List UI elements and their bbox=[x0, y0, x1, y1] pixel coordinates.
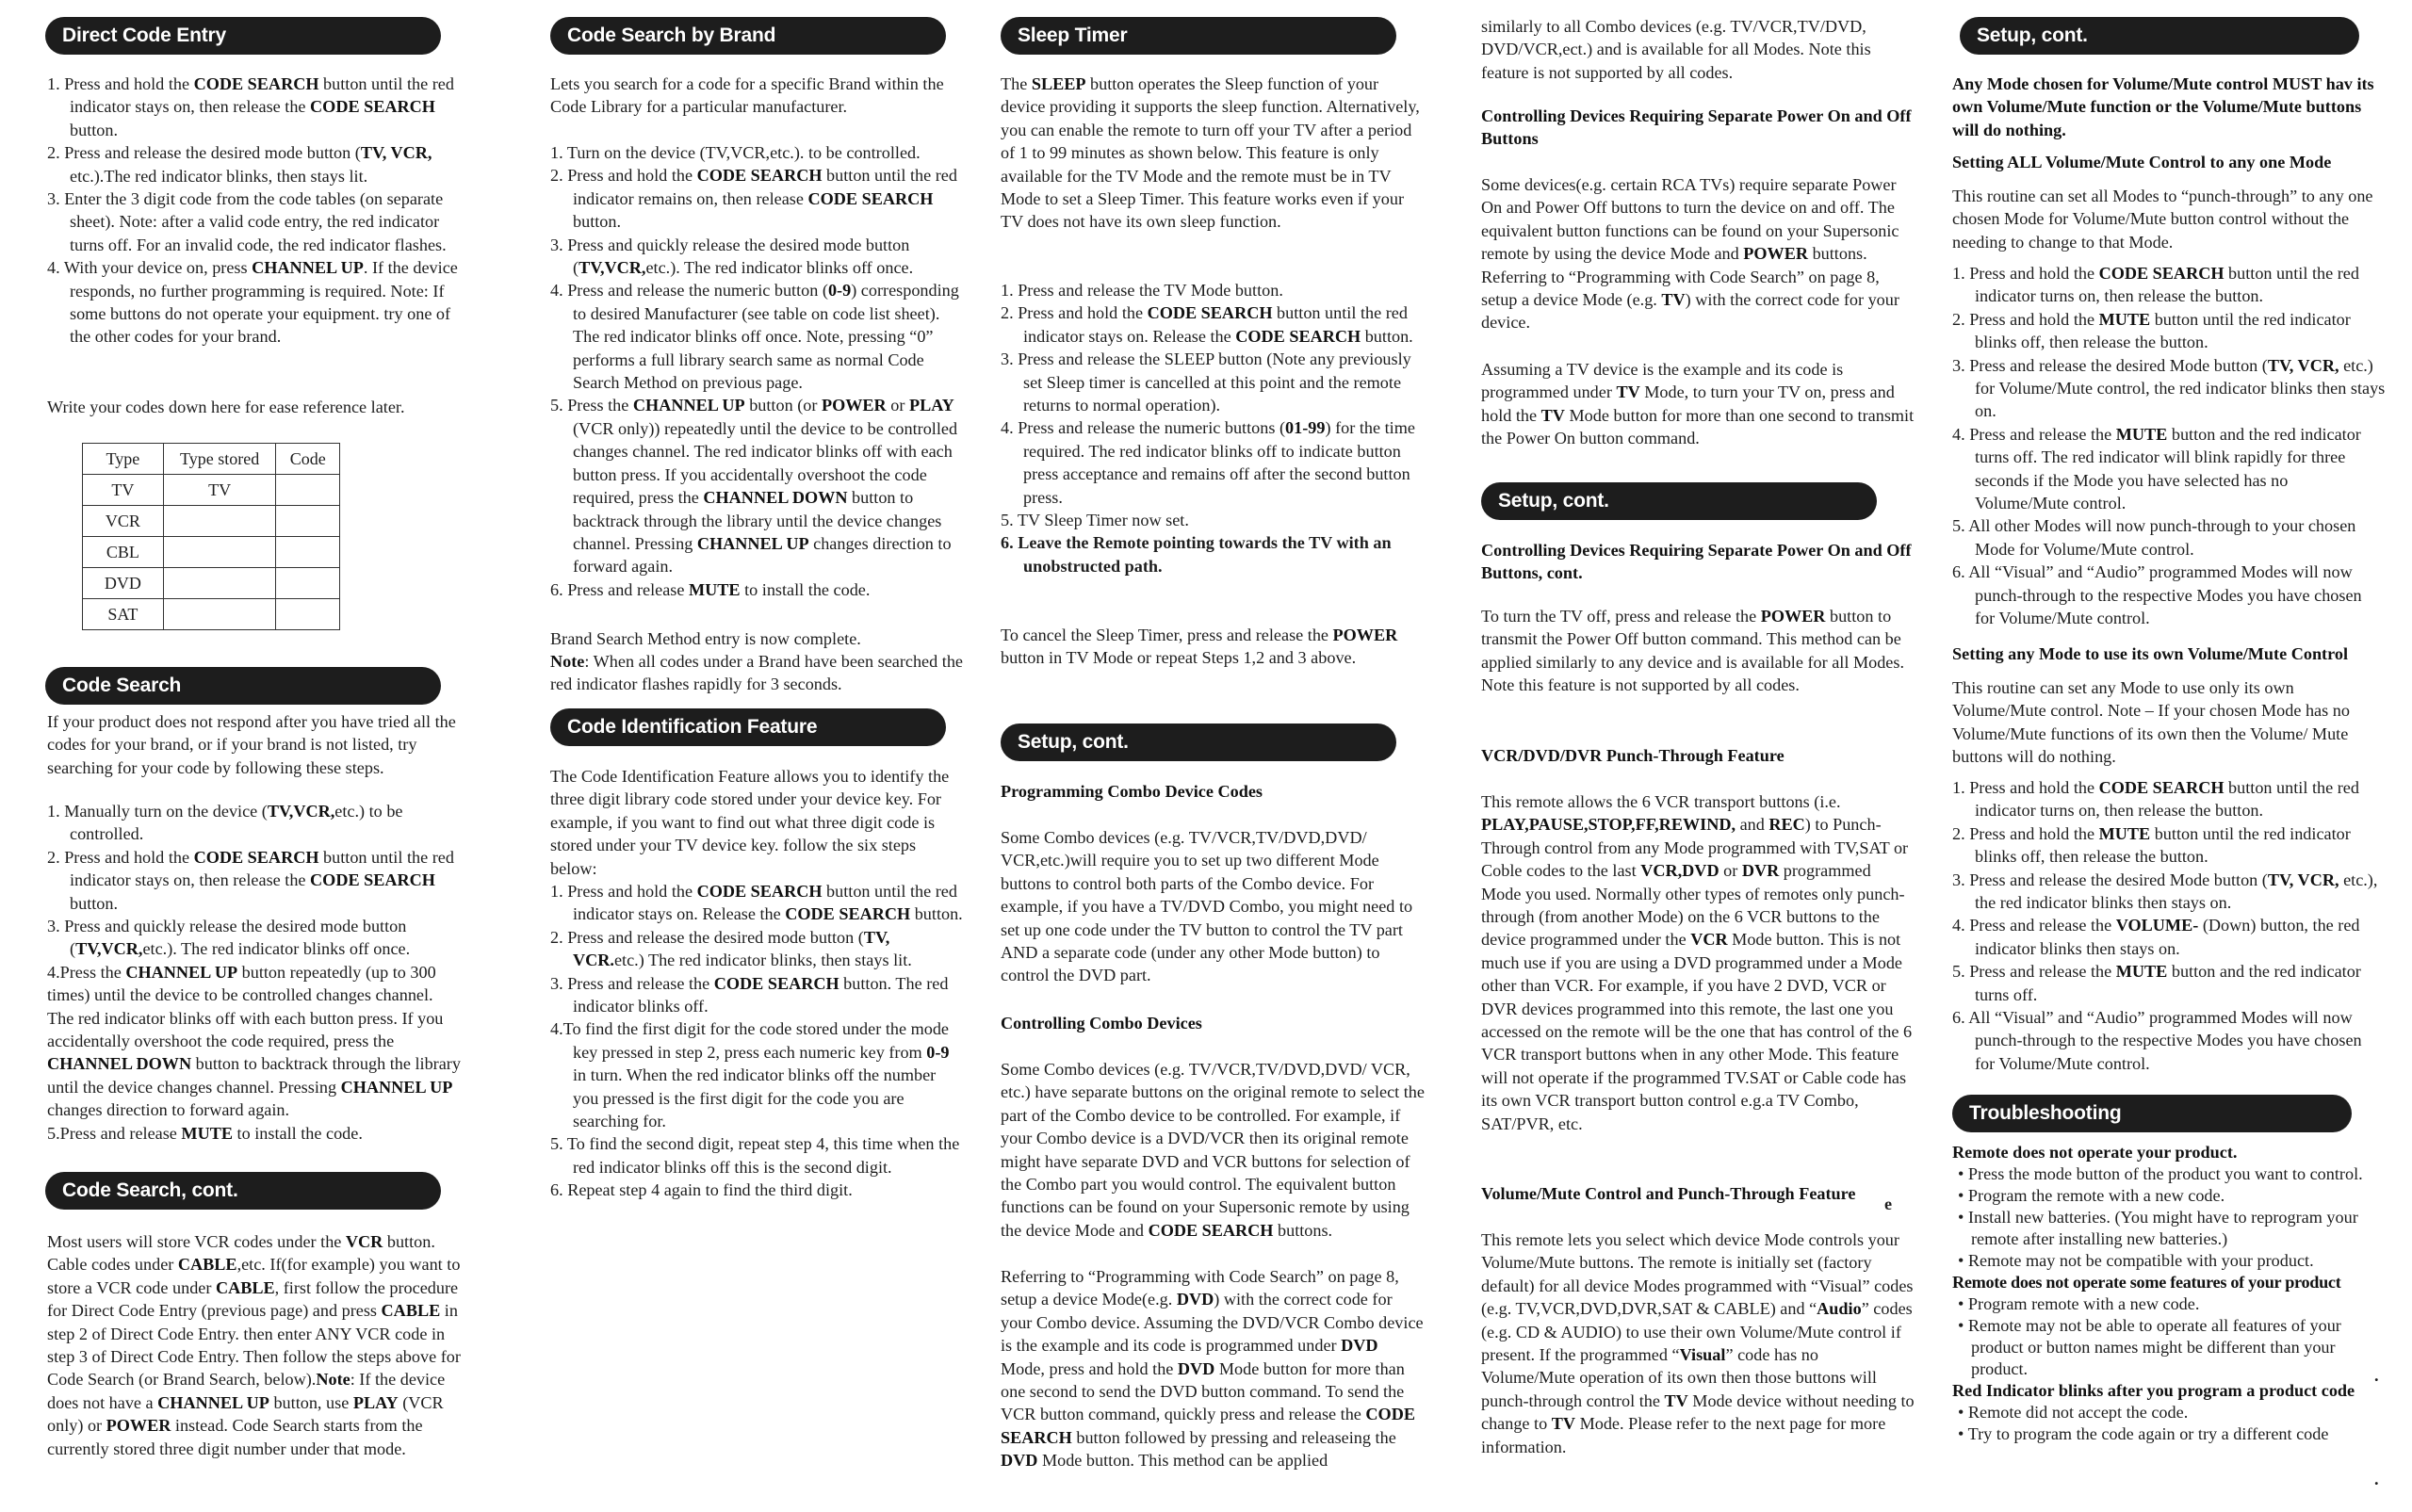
list-item: 5. TV Sleep Timer now set. bbox=[1001, 511, 1189, 530]
setting-all-text: This routine can set all Modes to “punch-through” to any one chosen Mode for Volume/Mute button control without the needing to change to that Mode. bbox=[1952, 187, 2373, 252]
separate-power-text: Some devices(e.g. certain RCA TVs) require separate Power On and Power Off buttons to turn the device on and off. The equivalent button functions can be found on your Supersonic remote by using the device Mode and POWER buttons. Referring to “Programming with Code Search” on page 8, setup a device Mode (e.g. TV) with the correct code for your device. bbox=[1481, 175, 1899, 333]
setup-cont-header-3: Setup, cont. bbox=[1960, 17, 2359, 55]
list-item: 3. Enter the 3 digit code from the code tables (on separate sheet). Note: after a valid code entry, the red indicator turns off. For an invalid code, the red indicator flashes. bbox=[47, 189, 447, 254]
troubleshooting-header: Troubleshooting bbox=[1952, 1095, 2352, 1132]
trouble-heading-1: Remote does not operate your product. bbox=[1952, 1143, 2238, 1162]
code-search-header: Code Search bbox=[45, 667, 441, 705]
list-item: 1. Press and hold the CODE SEARCH button until the red indicator turns on, then release the button. bbox=[1952, 264, 2359, 306]
direct-code-entry-steps bbox=[47, 73, 462, 349]
list-item: 5. To find the second digit, repeat step 4, this time when the red indicator blinks off this is the second digit. bbox=[550, 1134, 960, 1177]
list-item: 5. All other Modes will now punch-through to your chosen Mode for Volume/Mute control. bbox=[1952, 516, 2356, 559]
direct-code-entry-header: Direct Code Entry bbox=[45, 17, 441, 55]
trouble-heading-3: Red Indicator blinks after you program a product code bbox=[1952, 1381, 2355, 1400]
combo-codes-text: Some Combo devices (e.g. TV/VCR,TV/DVD,DVD/ VCR,etc.)will require you to set up two different Mode buttons to control both parts of the Combo device. For example, if you have a TV/DVD Combo, you might need to set up one code under the TV button to control the TV part AND a separate code (under any other Mode button) to control the DVD part. bbox=[1001, 828, 1413, 985]
list-item: 4. Press and release the numeric button (0-9) corresponding to desired Manufacturer (see table on code list sheet). The red indicator blinks off once. Note, pressing “0” performs a full library search same as normal Code Search Method on previous page. bbox=[550, 281, 959, 393]
list-item: 6. All “Visual” and “Audio” programmed Modes will now punch-through to the respective Modes you have chosen for Volume/Mute control. bbox=[1952, 562, 2362, 628]
stray-dot: . bbox=[2374, 1366, 2379, 1385]
punch-through-text: This remote allows the 6 VCR transport buttons (i.e. PLAY,PAUSE,STOP,FF,REWIND, and REC) to Punch-Through control from any Mode programmed with TV,SAT or Coble codes to the last VCR,DVD or DVR programmed Mode you used. Normally other types of remotes only punch-through (from another Mode) on the 6 VCR buttons to the device programmed under the VCR Mode button. This is not much use if you are using a DVD programmed under a Mode other than VCR. For example, if you have 2 DVD, VCR or DVR devices programmed into this remote, the last one you accessed on the remote will be the one that has control of the 6 VCR transport buttons when in any other Mode. This feature will not operate if the programmed TV.SAT or Cable code has its own VCR transport button control e.g.a TV Combo, SAT/PVR, etc. bbox=[1481, 792, 1913, 1133]
brand-search-complete: Brand Search Method entry is now complete. bbox=[550, 629, 861, 648]
setup-cont-header: Setup, cont. bbox=[1001, 723, 1396, 761]
combo-cont-text: similarly to all Combo devices (e.g. TV/VCR,TV/DVD, DVD/VCR,ect.) and is available for all Modes. Note this feature is not supported by all codes. bbox=[1481, 17, 1871, 82]
separate-power-heading: Controlling Devices Requiring Separate Power On and Off Buttons bbox=[1481, 106, 1912, 149]
list-item: 1. Press and hold the CODE SEARCH button until the red indicator turns on, then release the button. bbox=[1952, 778, 2359, 821]
list-item: • Press the mode button of the product you want to control. bbox=[1958, 1164, 2363, 1183]
stray-mark: e bbox=[1884, 1195, 1893, 1213]
sleep-intro: The SLEEP button operates the Sleep function of your device providing it supports the sleep function. Alternatively, you can enable the remote to turn off your TV after a period of 1 to 99 minutes as shown below. This feature is only available for the TV Mode and the remote must be in TV Mode to set a Sleep Timer. This feature works even if your TV does not have its own sleep function. bbox=[1001, 74, 1420, 232]
write-codes-note: Write your codes down here for ease reference later. bbox=[47, 398, 405, 416]
punch-through-heading: VCR/DVD/DVR Punch-Through Feature bbox=[1481, 746, 1785, 765]
setting-own-text: This routine can set any Mode to use only its own Volume/Mute control. Note – If your chosen Mode has no Volume/Mute functions of its own then the Volume/ Mute buttons will do nothing. bbox=[1952, 678, 2350, 767]
combo-referring-text: Referring to “Programming with Code Search” on page 8, setup a device Mode(e.g. DVD) with the correct code for your Combo device. Assuming the DVD/VCR Combo device is the example and its code is programmed under DVD Mode, press and hold the DVD Mode button for more than one second to send the DVD button command. To send the VCR button command, quickly press and release the CODE SEARCH button followed by pressing and releaseing the DVD Mode button. This method can be applied bbox=[1001, 1267, 1424, 1471]
tv-power-on-text: Assuming a TV device is the example and its code is programmed under TV Mode, to turn your TV on, press and hold the TV Mode button for more than one second to transmit the Power On button command. bbox=[1481, 360, 1915, 448]
list-item: 2. Press and hold the CODE SEARCH button until the red indicator stays on. Release the CODE SEARCH button. bbox=[1001, 303, 1413, 346]
list-item: 1. Press and release the TV Mode button. bbox=[1001, 281, 1283, 300]
list-item: • Remote may not be compatible with your product. bbox=[1958, 1251, 2314, 1270]
list-item: 5. Press and release the MUTE button and the red indicator turns off. bbox=[1952, 962, 2361, 1004]
list-item: 2. Press and hold the MUTE button until the red indicator blinks off, then release the button. bbox=[1952, 309, 2351, 352]
setup-cont-header-2: Setup, cont. bbox=[1481, 482, 1877, 520]
controlling-combo-text: Some Combo devices (e.g. TV/VCR,TV/DVD,DVD/ VCR, etc.) have separate buttons on the original remote to select the part of the Combo device to be controlled. For example, if your Combo device is a DVD/VCR then its original remote might have separate DVD and VCR buttons for selection of the Combo part you would control. The equivalent button functions can be found on your Supersonic remote by using the device Mode and CODE SEARCH buttons. bbox=[1001, 1060, 1425, 1240]
code-identification-header: Code Identification Feature bbox=[550, 708, 946, 746]
list-item: 1. Manually turn on the device (TV,VCR,etc.) to be controlled. bbox=[47, 802, 403, 844]
code-table bbox=[82, 443, 340, 630]
brand-search-intro: Lets you search for a code for a specific Brand within the Code Library for a particular manufacturer. bbox=[550, 74, 944, 117]
setting-own-steps bbox=[1952, 776, 2386, 1075]
setting-all-steps bbox=[1952, 262, 2386, 630]
table-row: TV TV bbox=[83, 475, 340, 506]
code-search-by-brand-header: Code Search by Brand bbox=[550, 17, 946, 55]
list-item: 1. Turn on the device (TV,VCR,etc.). to be controlled. bbox=[550, 143, 921, 162]
table-row: VCR bbox=[83, 506, 340, 537]
code-search-steps bbox=[47, 800, 462, 1145]
list-item: 1. Press and hold the CODE SEARCH button until the red indicator stays on, then release the CODE SEARCH button. bbox=[47, 74, 454, 139]
list-item: 4.To find the first digit for the code stored under the mode key pressed in step 2, press each numeric key from 0-9 in turn. When the red indicator blinks off the number you pressed is the first digit for the code you are searching for. bbox=[550, 1019, 950, 1131]
list-item: • Program the remote with a new code. bbox=[1958, 1186, 2225, 1205]
list-item: • Remote may not be able to operate all features of your product or button names might be different than your product. bbox=[1958, 1316, 2341, 1378]
tv-power-off-text: To turn the TV off, press and release the POWER button to transmit the Power Off button command. This method can be applied similarly to any device and is available for all Modes. Note this feature is not supported by all codes. bbox=[1481, 607, 1904, 695]
list-item: 5.Press and release MUTE to install the code. bbox=[47, 1123, 363, 1143]
trouble-heading-2: Remote does not operate some features of your product bbox=[1952, 1273, 2341, 1292]
list-item: 5. Press the CHANNEL UP button (or POWER or PLAY (VCR only)) repeatedly until the device to be controlled changes channel. The red indicator blinks off with each button press. If you accidentally overshoot the code required, press the CHANNEL DOWN button to backtrack through the library until the device changes channel. Pressing CHANNEL UP changes direction to forward again. bbox=[550, 396, 958, 577]
list-item: 3. Press and quickly release the desired mode button (TV,VCR,etc.). The red indicator blinks off once. bbox=[47, 917, 411, 959]
table-row: SAT bbox=[83, 599, 340, 630]
volume-mute-heading: Volume/Mute Control and Punch-Through Feature bbox=[1481, 1184, 1856, 1203]
list-item: • Try to program the code again or try a different code bbox=[1958, 1424, 2329, 1443]
list-item: 4. Press and release the MUTE button and the red indicator turns off. The red indicator will blink rapidly for three seconds if the Mode you have selected has no Volume/Mute control. bbox=[1952, 424, 2361, 513]
table-header-row: Type Type stored Code bbox=[83, 444, 340, 475]
list-item: 2. Press and hold the MUTE button until the red indicator blinks off, then release the button. bbox=[1952, 823, 2351, 867]
list-item: 4. Press and release the VOLUME- (Down) button, the red indicator blinks then stays on. bbox=[1952, 916, 2360, 958]
sleep-cancel: To cancel the Sleep Timer, press and release the POWER button in TV Mode or repeat Steps 1,2 and 3 above. bbox=[1001, 626, 1398, 668]
stray-dot: . bbox=[2374, 1470, 2379, 1488]
list-item: • Program remote with a new code. bbox=[1958, 1294, 2200, 1313]
list-item: 6. Repeat step 4 again to find the third digit. bbox=[550, 1180, 853, 1200]
list-item: 4.Press the CHANNEL UP button repeatedly (up to 300 times) until the device to be controlled changes channel. The red indicator blinks off with each button press. If you accidentally overshoot the code required, press the CHANNEL DOWN button to backtrack through the library until the device changes channel. Pressing CHANNEL UP changes direction to forward again. bbox=[47, 962, 461, 1120]
sleep-steps bbox=[1001, 279, 1425, 577]
separate-power-cont-heading: Controlling Devices Requiring Separate Power On and Off Buttons, cont. bbox=[1481, 541, 1912, 583]
list-item: 2. Press and release the desired mode button (TV, VCR.etc.) The red indicator blinks, then stays lit. bbox=[550, 927, 912, 970]
volume-mute-text: This remote lets you select which device Mode controls your Volume/Mute buttons. The remote is initially set (factory default) for all device Modes programmed with “Visual” codes (e.g. TV,VCR,DVD,DVR,SAT & CABLE) and “Audio” codes (e.g. CD & AUDIO) to use their own Volume/Mute control if present. If the programmed “Visual” code has no Volume/Mute operation of its own then those buttons will punch-through control the TV Mode device without needing to change to TV Mode. Please refer to the next page for more information. bbox=[1481, 1230, 1915, 1456]
controlling-combo-heading: Controlling Combo Devices bbox=[1001, 1014, 1202, 1032]
list-item: 3. Press and release the desired Mode button (TV, VCR, etc.), the red indicator blinks then stays on. bbox=[1952, 870, 2378, 913]
sleep-timer-header: Sleep Timer bbox=[1001, 17, 1396, 55]
brand-search-note: Note: When all codes under a Brand have been searched the red indicator flashes rapidly for 3 seconds. bbox=[550, 652, 963, 694]
list-item: 4. With your device on, press CHANNEL UP. If the device responds, no further programming is required. Note: If some buttons do not operate your equipment. try one of the other codes for your brand. bbox=[47, 258, 458, 347]
list-item: 6. Leave the Remote pointing towards the TV with an unobstructed path. bbox=[1001, 533, 1392, 576]
code-id-steps bbox=[550, 880, 965, 1202]
list-item: 2. Press and hold the CODE SEARCH button until the red indicator stays on, then release the CODE SEARCH button. bbox=[47, 847, 454, 913]
list-item: 3. Press and quickly release the desired mode button (TV,VCR,etc.). The red indicator blinks off once. bbox=[550, 235, 914, 278]
code-search-intro: If your product does not respond after you have tried all the codes for your brand, or if your brand is not listed, try searching for your code by following these steps. bbox=[47, 712, 456, 777]
list-item: 4. Press and release the numeric buttons (01-99) for the time required. The red indicator blinks off to indicate button press acceptance and remains off after the second button press. bbox=[1001, 418, 1415, 507]
list-item: • Remote did not accept the code. bbox=[1958, 1403, 2189, 1422]
code-search-cont-header: Code Search, cont. bbox=[45, 1172, 441, 1210]
setting-own-heading: Setting any Mode to use its own Volume/Mute Control bbox=[1952, 644, 2349, 663]
list-item: 3. Press and release the SLEEP button (Note any previously set Sleep timer is cancelled at this point and the remote returns to normal operation). bbox=[1001, 350, 1411, 415]
code-id-intro: The Code Identification Feature allows you to identify the three digit library code stored under your device key. For example, if you want to find out what three digit code is stored under your TV device key. follow the six steps below: bbox=[550, 767, 950, 878]
list-item: 2. Press and release the desired mode button (TV, VCR, etc.).The red indicator blinks, then stays lit. bbox=[47, 143, 432, 186]
list-item: • Install new batteries. (You might have to reprogram your remote after installing new batteries.) bbox=[1958, 1208, 2358, 1248]
list-item: 3. Press and release the CODE SEARCH button. The red indicator blinks off. bbox=[550, 973, 949, 1016]
code-search-cont-text: Most users will store VCR codes under the VCR button. Cable codes under CABLE,etc. If(for example) you want to store a VCR code under CABLE, first follow the procedure for Direct Code Entry (previous page) and press CABLE in step 2 of Direct Code Entry. then enter ANY VCR code in step 3 of Direct Code Entry. Then follow the steps above for Code Search (or Brand Search, below).Note: If the device does not have a CHANNEL UP button, use PLAY (VCR only) or POWER instead. Code Search starts from the currently stored three digit number under that mode. bbox=[47, 1232, 461, 1458]
setting-all-heading: Setting ALL Volume/Mute Control to any one Mode bbox=[1952, 153, 2332, 171]
list-item: 6. All “Visual” and “Audio” programmed Modes will now punch-through to the respective Modes you have chosen for Volume/Mute control. bbox=[1952, 1008, 2362, 1073]
list-item: 1. Press and hold the CODE SEARCH button until the red indicator stays on. Release the CODE SEARCH button. bbox=[550, 882, 963, 924]
list-item: 3. Press and release the desired Mode button (TV, VCR, etc.) for Volume/Mute control, the red indicator blinks then stays on. bbox=[1952, 355, 2386, 421]
volume-mute-warning: Any Mode chosen for Volume/Mute control MUST hav its own Volume/Mute function or the Volume/Mute buttons will do nothing. bbox=[1952, 74, 2374, 139]
table-row: CBL bbox=[83, 537, 340, 568]
combo-codes-heading: Programming Combo Device Codes bbox=[1001, 782, 1263, 801]
brand-search-steps bbox=[550, 141, 965, 601]
list-item: 2. Press and hold the CODE SEARCH button until the red indicator remains on, then release CODE SEARCH button. bbox=[550, 166, 957, 232]
table-row: DVD bbox=[83, 568, 340, 599]
list-item: 6. Press and release MUTE to install the code. bbox=[550, 579, 871, 599]
troubleshooting-list bbox=[1952, 1142, 2386, 1445]
